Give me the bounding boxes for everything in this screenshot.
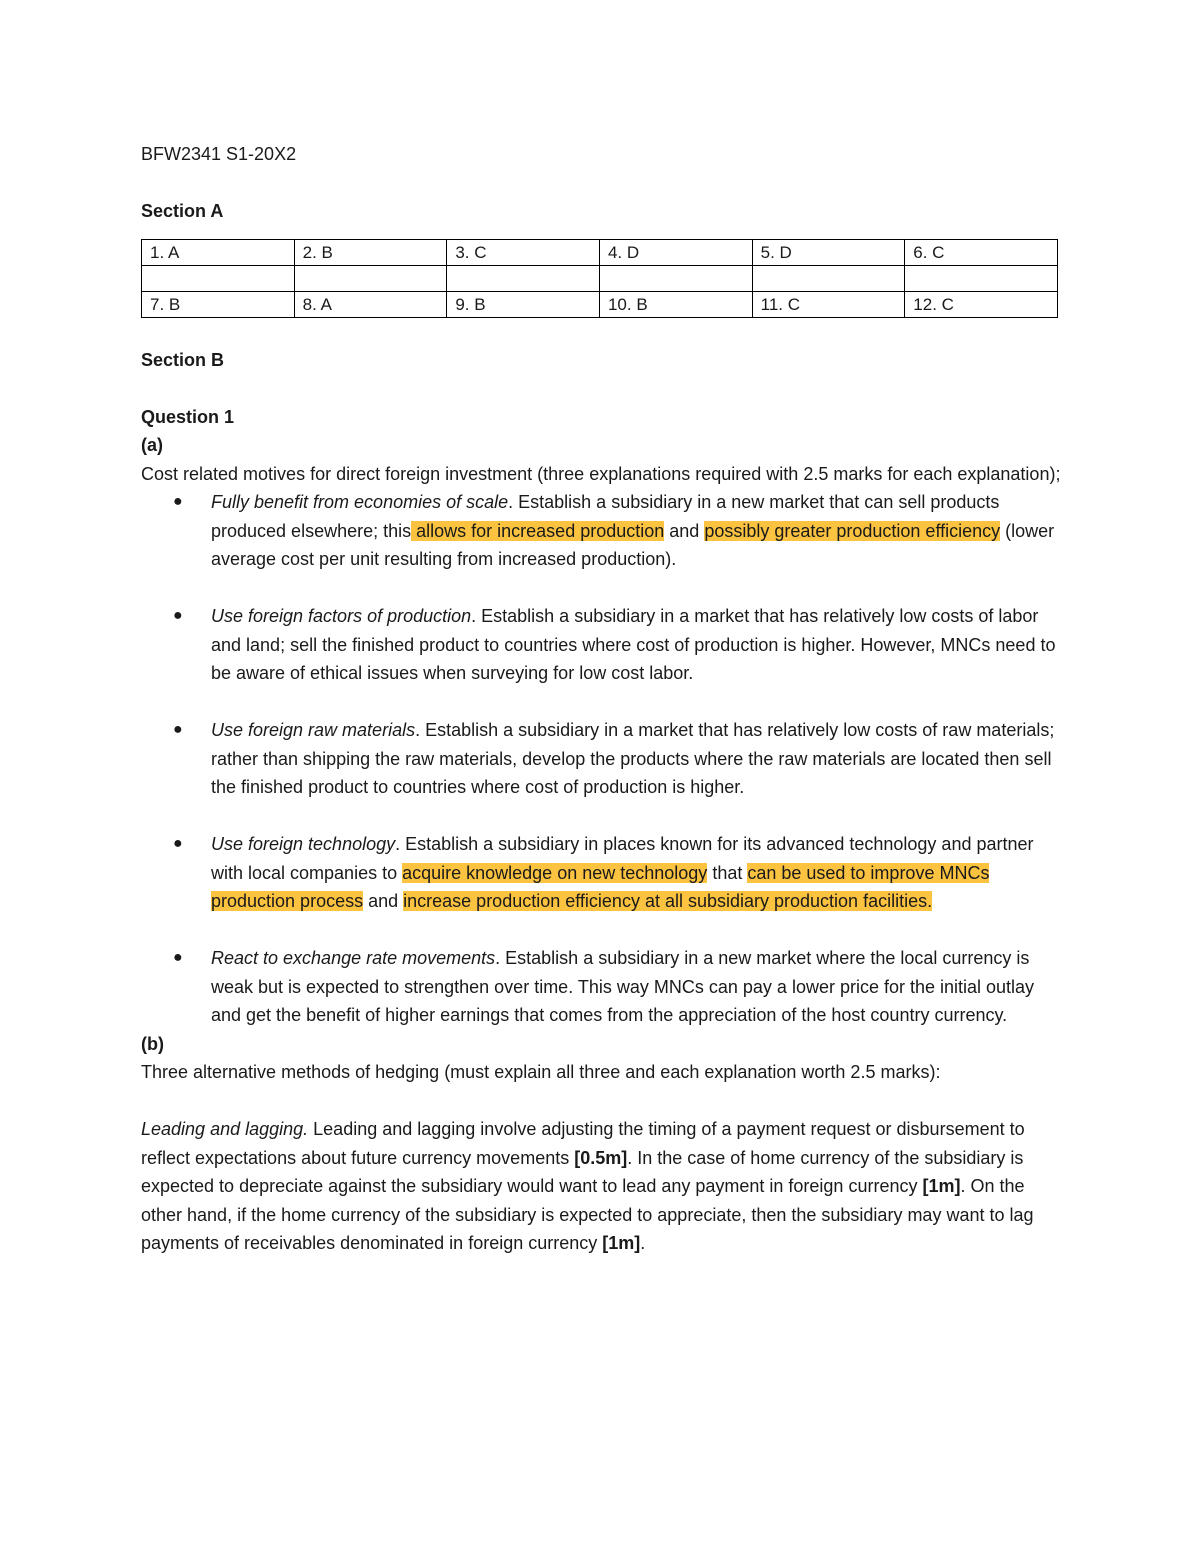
marks-badge: [0.5m] xyxy=(574,1147,628,1168)
motive-text: (lower average cost per unit resulting from increased production). xyxy=(211,520,1055,569)
part-b-label: (b) xyxy=(141,1033,164,1054)
answer-cell xyxy=(447,266,600,292)
bullet-icon: ● xyxy=(173,835,183,852)
document-page xyxy=(141,140,1061,1258)
motive-text: . Establish a subsidiary in places known for its advanced technology and partner with local companies to xyxy=(211,834,1034,883)
motive-text: and xyxy=(664,520,705,541)
part-a-label: (a) xyxy=(141,435,163,455)
highlighted-text: allows for increased production xyxy=(411,520,665,541)
motive-title: Use foreign raw materials xyxy=(211,720,416,740)
answer-cell: 12. C xyxy=(905,292,1058,318)
answer-cell: 11. C xyxy=(752,292,905,318)
answer-cell xyxy=(294,266,447,292)
motive-text: . Establish a subsidiary in a market that has relatively low costs of raw materials; rather than shipping the raw materials, develop the products where the raw materials are located then sell the finished product to countries where cost of production is higher. xyxy=(211,720,1055,797)
answer-cell: 9. B xyxy=(447,292,600,318)
question-title: Question 1 xyxy=(141,406,235,427)
section-a-heading: Section A xyxy=(141,200,224,221)
motive-title: React to exchange rate movements xyxy=(211,948,496,968)
paragraph-gap xyxy=(141,1087,1061,1116)
motive-title: Use foreign technology xyxy=(211,834,396,854)
paragraph-text: . In the case of home currency of the subsidiary is expected to depreciate against the subsidiary would want to lead any payment in foreign currency xyxy=(141,1147,1024,1196)
table-row xyxy=(142,266,1058,292)
marks-badge: [1m] xyxy=(602,1233,641,1253)
list-item xyxy=(141,830,1061,916)
answer-cell: 3. C xyxy=(447,240,600,266)
paragraph-text: . On the other hand, if the home currency of the subsidiary is expected to appreciate, then the subsidiary may want to lag payments of receivables denominated in foreign currency xyxy=(141,1176,1034,1253)
document-id: BFW2341 S1-20X2 xyxy=(141,144,297,164)
motive-text: that xyxy=(707,862,748,883)
marks-badge: [1m] xyxy=(922,1176,961,1196)
answer-cell: 6. C xyxy=(905,240,1058,266)
part-b-intro: Three alternative methods of hedging (must explain all three and each explanation worth 2.5 marks): xyxy=(141,1062,941,1082)
leading-lagging-paragraph xyxy=(141,1115,1061,1258)
answer-cell: 4. D xyxy=(599,240,752,266)
motive-text: and xyxy=(363,891,404,911)
table-row xyxy=(142,240,1058,266)
answer-cell xyxy=(905,266,1058,292)
motive-title: Fully benefit from economies of scale xyxy=(211,492,509,512)
answer-cell: 8. A xyxy=(294,292,447,318)
motive-text: . Establish a subsidiary in a market that has relatively low costs of labor and land; sell the finished product to countries where cost of production is higher. However, MNCs need to be aware of ethical issues when surveying for low cost labor. xyxy=(211,606,1056,683)
part-a-intro: Cost related motives for direct foreign investment (three explanations required with 2.5 marks for each explanation); xyxy=(141,463,1061,484)
answer-cell xyxy=(142,266,295,292)
motive-text: . Establish a subsidiary in a new market that can sell products produced elsewhere; this xyxy=(211,492,1000,541)
answer-cell: 7. B xyxy=(142,292,295,318)
answer-cell xyxy=(599,266,752,292)
answer-cell: 5. D xyxy=(752,240,905,266)
answer-cell: 2. B xyxy=(294,240,447,266)
paragraph-title: Leading and lagging. xyxy=(141,1119,309,1139)
bullet-icon: ● xyxy=(173,607,183,624)
bullet-icon: ● xyxy=(173,493,183,510)
bullet-icon: ● xyxy=(173,949,183,966)
highlighted-text: increase production efficiency at all subsidiary production facilities. xyxy=(403,891,933,911)
list-item xyxy=(141,602,1061,688)
table-row xyxy=(142,292,1058,318)
list-item xyxy=(141,716,1061,802)
bullet-icon: ● xyxy=(173,721,183,738)
motive-title: Use foreign factors of production xyxy=(211,606,472,626)
list-item xyxy=(141,944,1061,1030)
highlighted-text: acquire knowledge on new technology xyxy=(402,862,708,883)
highlighted-text: can be used to improve MNCs production process xyxy=(211,862,990,911)
paragraph-text: Leading and lagging involve adjusting the timing of a payment request or disbursement to reflect expectations about future currency movements xyxy=(141,1119,1025,1168)
answer-cell xyxy=(752,266,905,292)
answer-table xyxy=(141,239,1058,318)
list-item xyxy=(141,488,1061,574)
section-b-heading: Section B xyxy=(141,350,225,370)
highlighted-text: possibly greater production efficiency xyxy=(704,520,1001,541)
answer-cell: 1. A xyxy=(142,240,295,266)
answer-cell: 10. B xyxy=(599,292,752,318)
motives-list xyxy=(141,488,1061,1030)
motive-text: . Establish a subsidiary in a new market where the local currency is weak but is expected to strengthen over time. This way MNCs can pay a lower price for the initial outlay and get the benefit of higher earnings that comes from the appreciation of the host country currency. xyxy=(211,948,1035,1025)
paragraph-text: . xyxy=(640,1233,646,1253)
